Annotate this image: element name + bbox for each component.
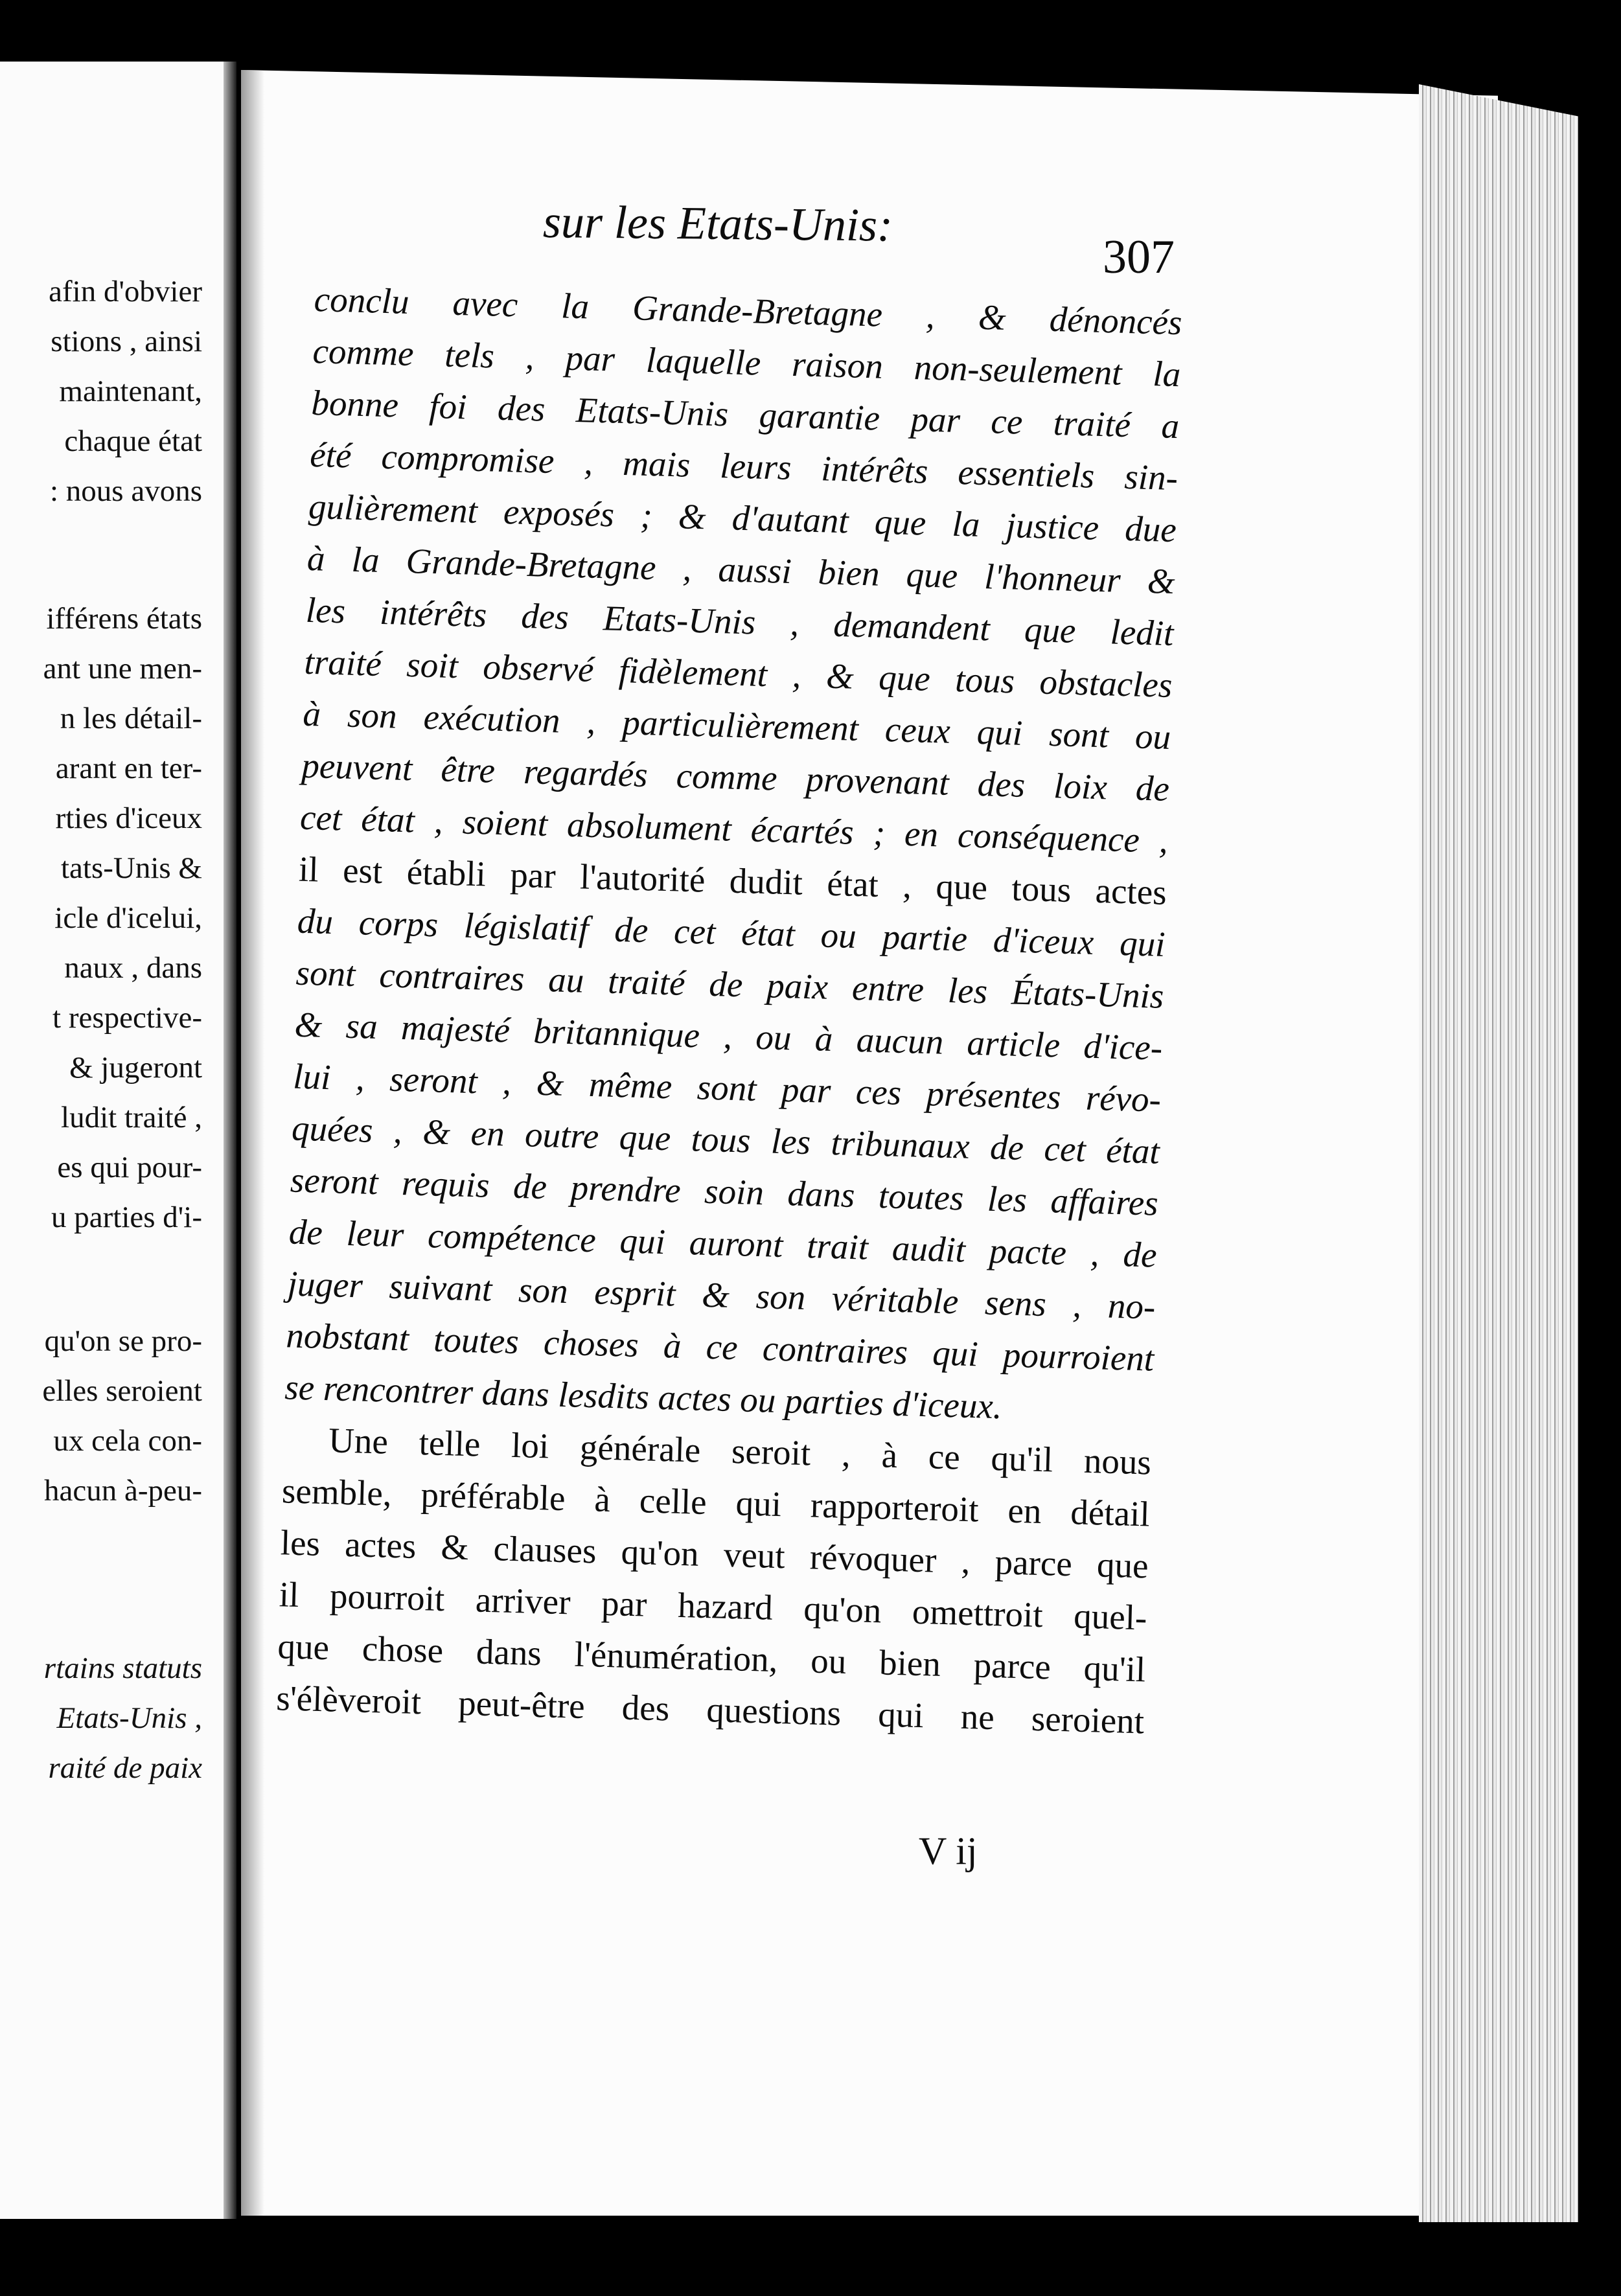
left-page-line: rtains statuts: [43, 1651, 202, 1685]
left-page-line: Etats-Unis ,: [56, 1701, 202, 1735]
body-line: juger suivant son esprit & son véritable sens , no-: [286, 1263, 1156, 1327]
body-line: il est établi par l'autorité dudit état , que tous actes: [298, 849, 1167, 912]
body-line: quées , & en outre que tous les tribunaux de cet état: [291, 1108, 1160, 1171]
body-line: lui , seront , & même sont par ces présentes révo-: [292, 1056, 1162, 1119]
left-page-line: naux , dans: [64, 951, 202, 985]
body-line: nobstant toutes choses à ce contraires qui pourroient: [285, 1315, 1155, 1379]
left-page-line: es qui pour-: [57, 1151, 202, 1184]
left-page-line: afin d'obvier: [49, 275, 202, 308]
left-page-line: & jugeront: [69, 1051, 202, 1085]
left-page-line: maintenant,: [59, 374, 202, 408]
left-page-line: u parties d'i-: [51, 1200, 202, 1234]
body-line: peuvent être regardés comme provenant des loix de: [301, 745, 1170, 809]
left-page-line: raité de paix: [48, 1751, 202, 1785]
body-line: il pourroit arriver par hazard qu'on omettroit quel-: [279, 1574, 1148, 1638]
body-line: de leur compétence qui auront trait audit pacte , de: [288, 1211, 1158, 1275]
left-page-line: ux cela con-: [53, 1424, 202, 1458]
body-line: gulièrement exposés ; & d'autant que la justice due: [308, 486, 1177, 550]
body-line: se rencontrer dans lesdits actes ou parties d'iceux.: [284, 1367, 1003, 1427]
left-page-line: hacun à-peu-: [44, 1474, 202, 1508]
body-line: les actes & clauses qu'on veut révoquer , parce que: [280, 1522, 1149, 1586]
paragraph-first-line: Une telle loi générale seroit , à ce qu'il nous: [328, 1420, 1152, 1482]
right-gutter-shade: [241, 70, 264, 2216]
body-line: les intérêts des Etats-Unis , demandent que ledit: [305, 590, 1175, 654]
left-page-line: ifférens états: [46, 602, 202, 636]
left-page-line: arant en ter-: [55, 752, 202, 785]
body-line: à son exécution , particulièrement ceux qui sont ou: [302, 693, 1171, 757]
body-line: seront requis de prendre soin dans toutes les affaires: [290, 1160, 1159, 1223]
body-line: conclu avec la Grande-Bretagne , & dénoncés: [314, 279, 1183, 343]
body-line: s'élèveroit peut-être des questions qui ne seroient: [275, 1678, 1145, 1741]
left-page-line: chaque état: [64, 424, 202, 458]
left-page-line: qu'on se pro-: [44, 1324, 202, 1358]
left-page-line: icle d'icelui,: [54, 901, 202, 935]
signature-mark: V ij: [919, 1830, 978, 1872]
page-edge-stack: [1419, 84, 1578, 2222]
left-page-line: tats-Unis &: [60, 851, 202, 885]
body-line: à la Grande-Bretagne , aussi bien que l'honneur &: [306, 538, 1176, 602]
left-page-line: rties d'iceux: [55, 801, 202, 835]
left-page-line: ludit traité ,: [61, 1101, 202, 1134]
body-line: semble, préférable à celle qui rapporteroit en détail: [281, 1471, 1151, 1534]
left-page-line: : nous avons: [50, 474, 202, 508]
left-page-line: ant une men-: [43, 652, 202, 685]
left-page-line: n les détail-: [60, 702, 202, 735]
body-line: comme tels , par laquelle raison non-seulement la: [312, 330, 1182, 395]
page-number: 307: [1103, 231, 1175, 284]
body-line: bonne foi des Etats-Unis garantie par ce traité a: [310, 382, 1180, 446]
body-line: du corps législatif de cet état ou partie d'iceux qui: [297, 901, 1166, 964]
left-gutter-shadow: [224, 62, 236, 2219]
body-line: traité soit observé fidèlement , & que tous obstacles: [303, 641, 1173, 706]
left-page-line: t respective-: [52, 1001, 202, 1035]
body-line: que chose dans l'énumération, ou bien parce qu'il: [277, 1626, 1147, 1690]
running-head: sur les Etats-Unis:: [542, 196, 893, 251]
body-text: [275, 273, 1182, 1747]
left-page-line: stions , ainsi: [51, 325, 202, 358]
body-line: sont contraires au traité de paix entre les États-Unis: [295, 952, 1165, 1016]
body-line: été compromise , mais leurs intérêts essentiels sin-: [309, 434, 1178, 498]
left-page-line: elles seroient: [42, 1374, 202, 1408]
body-line: & sa majesté britannique , ou à aucun article d'ice-: [293, 1004, 1163, 1068]
body-line: cet état , soient absolument écartés ; en conséquence ,: [299, 797, 1169, 860]
